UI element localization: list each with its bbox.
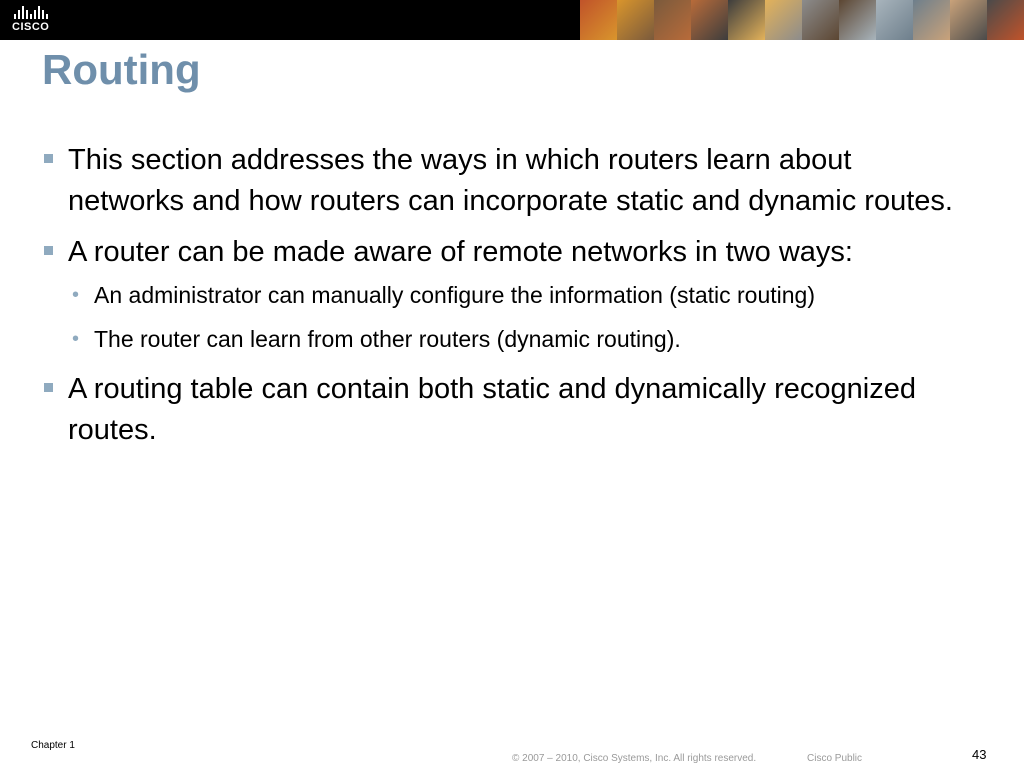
footer-chapter: Chapter 1 <box>31 740 75 751</box>
bullet-item <box>42 369 972 451</box>
footer-classification: Cisco Public <box>807 753 863 764</box>
square-bullet-icon <box>44 383 53 392</box>
sub-bullet-text: An administrator can manually configure the information (static routing) <box>94 282 816 308</box>
photo-tile <box>876 0 913 40</box>
page-number: 43 <box>972 747 987 762</box>
bullet-text: A router can be made aware of remote networks in two ways: <box>68 236 853 268</box>
dot-bullet-icon: • <box>72 284 80 306</box>
people-photo-strip <box>580 0 1024 40</box>
photo-tile <box>691 0 728 40</box>
photo-tile <box>950 0 987 40</box>
bullet-item <box>42 232 972 273</box>
photo-tile <box>654 0 691 40</box>
photo-tile <box>839 0 876 40</box>
photo-tile <box>617 0 654 40</box>
sub-bullet-text: The router can learn from other routers (dynamic routing). <box>94 326 681 352</box>
header-bar <box>0 0 1024 40</box>
cisco-bridge-icon <box>14 5 58 19</box>
photo-tile <box>913 0 950 40</box>
photo-tile <box>580 0 617 40</box>
bullet-text: A routing table can contain both static and dynamically recognized routes. <box>68 373 916 446</box>
sub-bullet-item <box>42 323 972 355</box>
square-bullet-icon <box>44 246 53 255</box>
photo-tile <box>765 0 802 40</box>
photo-tile <box>802 0 839 40</box>
bullet-item <box>42 140 972 222</box>
cisco-logo <box>12 5 58 35</box>
dot-bullet-icon: • <box>72 328 80 350</box>
bullet-text: This section addresses the ways in which routers learn about networks and how routers can incorporate static and dynamic routes. <box>68 144 953 217</box>
photo-tile <box>728 0 765 40</box>
photo-tile <box>987 0 1024 40</box>
footer-copyright: © 2007 – 2010, Cisco Systems, Inc. All rights reserved. <box>512 753 757 764</box>
logo-wordmark: CISCO <box>12 21 50 33</box>
slide-title: Routing <box>42 46 201 93</box>
sub-bullet-item <box>42 279 972 311</box>
slide-body <box>42 140 972 461</box>
square-bullet-icon <box>44 154 53 163</box>
